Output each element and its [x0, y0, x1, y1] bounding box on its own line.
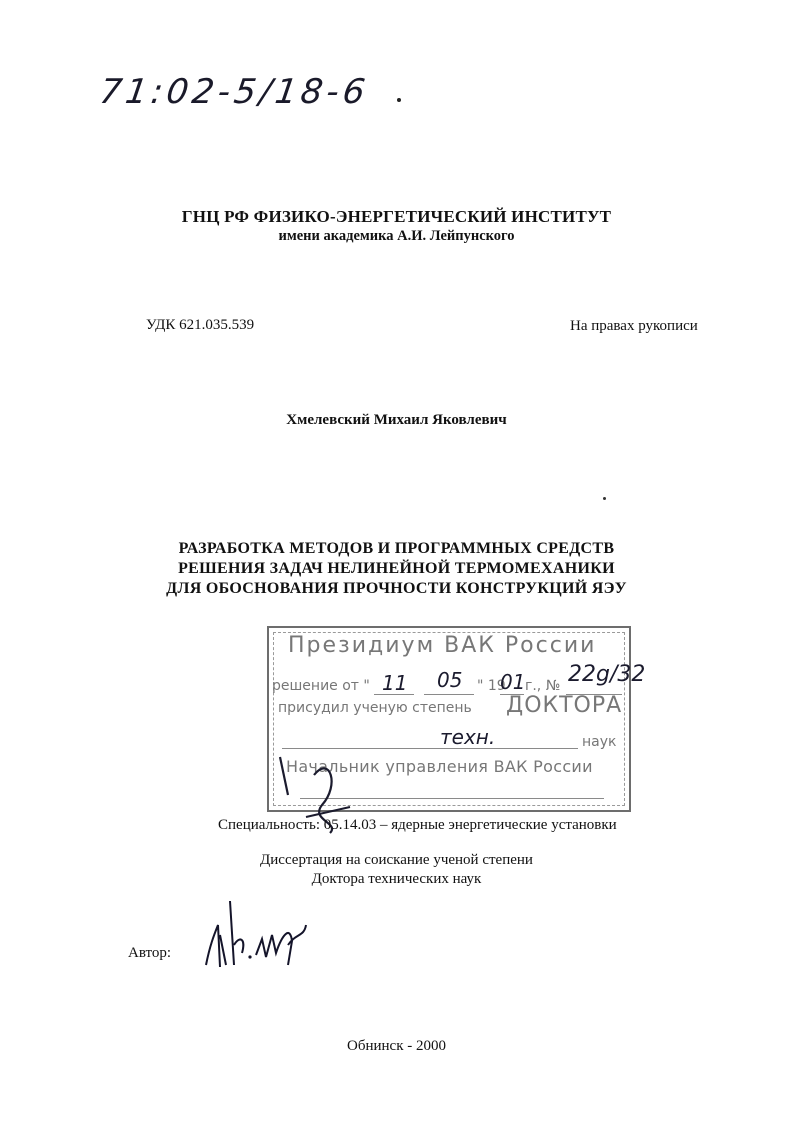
city-year: Обнинск - 2000	[347, 1038, 446, 1054]
stamp-degree: ДОКТОРА	[506, 693, 623, 718]
archive-dot	[397, 98, 401, 102]
title-line-2: РЕШЕНИЯ ЗАДАЧ НЕЛИНЕЙНОЙ ТЕРМОМЕХАНИКИ	[178, 560, 615, 577]
udc-code: УДК 621.035.539	[146, 317, 255, 333]
author-signature-icon	[200, 895, 320, 985]
speck	[603, 497, 606, 500]
title-line-3: ДЛЯ ОБОСНОВАНИЯ ПРОЧНОСТИ КОНСТРУКЦИЙ ЯЭУ	[166, 580, 627, 597]
author-label: Автор:	[128, 945, 172, 961]
stamp-month-line	[424, 694, 474, 695]
institute-name: ГНЦ РФ ФИЗИКО-ЭНЕРГЕТИЧЕСКИЙ ИНСТИТУТ	[181, 207, 612, 226]
stamp-year-label: " 19	[477, 678, 506, 694]
handwritten-field: техн.	[440, 725, 496, 749]
dissertation-line-1: Диссертация на соискание ученой степени	[260, 852, 533, 868]
specialty: Специальность: 05.14.03 – ядерные энергетические установки	[218, 817, 617, 833]
author-name: Хмелевский Михаил Яковлевич	[286, 412, 507, 428]
handwritten-decision-number: 22g/32	[568, 662, 646, 687]
archive-number: 71:02-5/18-6	[97, 72, 372, 112]
handwritten-month: 05	[437, 668, 463, 692]
manuscript-rights: На правах рукописи	[570, 318, 698, 334]
stamp-awarded-label: присудил ученую степень	[278, 700, 472, 716]
title-line-1: РАЗРАБОТКА МЕТОДОВ И ПРОГРАММНЫХ СРЕДСТВ	[178, 540, 615, 557]
stamp-sciences-label: наук	[582, 734, 617, 750]
dissertation-line-2: Доктора технических наук	[311, 871, 482, 887]
handwritten-year: 01	[500, 670, 526, 694]
stamp-decision-label: решение от "	[272, 678, 370, 694]
stamp-title: Президиум ВАК России	[288, 633, 597, 658]
handwritten-day: 11	[382, 671, 408, 695]
stamp-head-title: Начальник управления ВАК России	[286, 757, 593, 776]
institute-named-after: имени академика А.И. Лейпунского	[278, 228, 515, 244]
stamp-number-label: г., №	[525, 678, 561, 694]
